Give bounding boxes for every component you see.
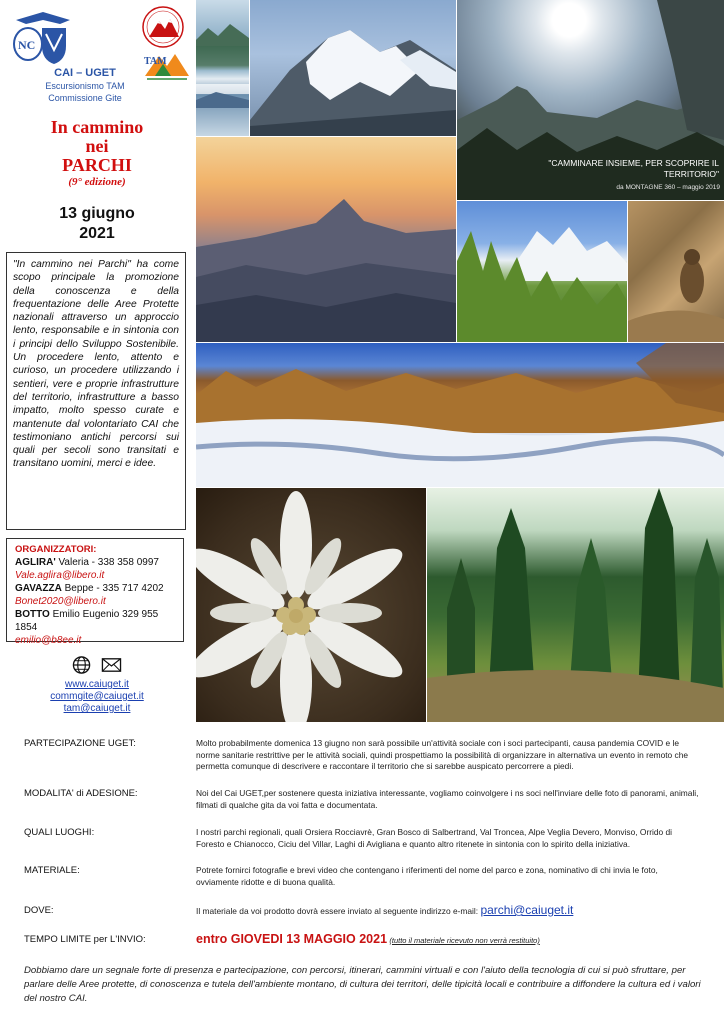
photo-snowy-larch-valley: [196, 343, 724, 487]
contact-icons: [72, 655, 122, 675]
organizer-3-details: Emilio Eugenio 329 955 1854: [15, 609, 159, 633]
larch-forest-scene: [457, 201, 627, 342]
sunset-ridges-scene: [196, 137, 456, 342]
detail-label: PARTECIPAZIONE UGET:: [24, 738, 136, 749]
title-line-2: nei: [85, 136, 109, 156]
organizer-1-surname: AGLIRA': [15, 557, 56, 568]
event-day: 13 giugno: [59, 205, 135, 222]
dove-text: Il materiale da voi prodotto dovrà essere inviato al seguente indirizzo e-mail:: [196, 906, 479, 916]
closing-statement: Dobbiamo dare un segnale forte di presenza e partecipazione, con percorsi, itinerari, cammini virtuali e con l'aiuto della tecnologia di cui si può sfruttare, per parlare delle Aree protette, di conoscenza e tutela dell'ambiente montano, di cultura dei territori, delle tipicità locali e contribuire a diffondere la cultura ed i valori del nostro CAI.: [24, 965, 701, 1004]
organizer-2-email[interactable]: Bonet2020@libero.it: [15, 596, 106, 607]
svg-text:NC: NC: [18, 38, 36, 52]
organizer-2-details: Beppe - 335 717 4202: [64, 583, 164, 594]
uget-logo: [139, 5, 187, 49]
detail-value: Molto probabilmente domenica 13 giugno non sarà possibile un'attività sociale con i soci partecipanti, causa pandemia COVID e le norme sanitarie restrittive per le attività sociali, quindi prospettiamo la possibilità di organizzare in alternativa un evento in remoto che permetta comunque di descrivere e raccontare il territorio che si sarebbe auspicato percorrere a piedi.: [196, 738, 689, 771]
submission-email-link[interactable]: parchi@caiuget.it: [480, 903, 574, 917]
detail-label: TEMPO LIMITE per L'INVIO:: [24, 934, 146, 945]
detail-label: QUALI LUOGHI:: [24, 827, 95, 838]
left-column: [0, 0, 194, 722]
photo-conifer-forest: [427, 488, 724, 722]
detail-label: DOVE:: [24, 905, 54, 916]
detail-value: I nostri parchi regionali, quali Orsiera Rocciavrè, Gran Bosco di Salbertrand, Val Troncea, Alpe Veglia Devero, Monviso, Orrido di Foresto e Chianocco, Ciciu del Villar, Laghi di Avigliana e quanto altro ritenete in sintonia con lo spirito della iniziativa.: [196, 827, 673, 849]
detail-value: Potrete fornirci fotografie e brevi video che contengano i riferimenti del nome del parco e zona, nominativo di chi invia le foto, ovviamente ridotte e di buona qualità.: [196, 865, 658, 887]
photo-marmot: [628, 201, 724, 342]
svg-text:TAM: TAM: [144, 56, 167, 67]
lake-scene: [196, 0, 249, 136]
tam-logo: [141, 50, 193, 82]
photo-snowy-peak: [250, 0, 456, 136]
deadline-note: (tutto il materiale ricevuto non verrà restituito): [389, 936, 540, 945]
detail-label: MATERIALE:: [24, 865, 80, 876]
conifer-forest-scene: [427, 488, 724, 722]
detail-value: [196, 934, 702, 947]
photo-larch-forest: [457, 201, 627, 342]
snowy-valley-scene: [196, 343, 724, 487]
org-subtitle-tam: Escursionismo TAM: [45, 81, 125, 91]
cai-logo: [8, 8, 78, 66]
org-name: CAI – UGET: [54, 67, 116, 79]
organizers-header: ORGANIZZATORI:: [15, 544, 97, 555]
detail-value: Noi del Cai UGET,per sostenere questa iniziativa interessante, vogliamo coinvolgere i ns soci nell'inviare delle foto di panorami, animali, filmati di qualche gita da voi fatta e documentata.: [196, 788, 699, 810]
contact-links: [0, 679, 194, 715]
photo-mountain-lake: [196, 0, 249, 136]
organizer-2: [15, 582, 175, 595]
event-date: [0, 204, 194, 244]
event-title: [0, 118, 194, 188]
organization-names: [30, 66, 140, 104]
deadline-text: entro GIOVEDI 13 MAGGIO 2021: [196, 932, 388, 946]
org-subtitle-gite: Commissione Gite: [48, 93, 122, 103]
marmot-scene: [628, 201, 724, 342]
organizer-2-surname: GAVAZZA: [15, 583, 62, 594]
intro-text: "In cammino nei Parchi" ha come scopo principale la promozione della conoscenza e della frequentazione delle Aree Protette nazionali attraverso un approccio lento, responsabile e in sintonia con i principi dello Sviluppo Sostenibile. Un procedere lento, attento e curioso, un procedere utilizzando i sentieri, vere e proprie infrastrutture del territorio, infrastrutture a basso impatto, molto spesso curate e mantenute dal volontariato CAI che testimoniano antichi percorsi sui quali per secoli sono transitati e transitano uomini, merci e idee.: [13, 259, 179, 470]
photo-sunset-ridges: [196, 137, 456, 342]
organizer-1-details: Valeria - 338 358 0997: [58, 557, 159, 568]
commgite-email-link[interactable]: commgite@caiuget.it: [50, 691, 144, 702]
photo-quote: "CAMMINARE INSIEME, PER SCOPRIRE IL TERRITORIO": [548, 158, 719, 179]
photo-edelweiss-carving: [196, 488, 426, 722]
envelope-icon[interactable]: [101, 655, 122, 675]
globe-icon[interactable]: [72, 655, 91, 675]
edition-label: (9° edizione): [68, 176, 126, 188]
organizer-3-email[interactable]: emilio@b8ee.it: [15, 635, 82, 646]
intro-box: [6, 252, 186, 530]
snowy-peak-scene: [250, 0, 456, 136]
detail-label: MODALITA' di ADESIONE:: [24, 788, 138, 799]
organizer-3-surname: BOTTO: [15, 609, 50, 620]
event-year: 2021: [79, 225, 115, 242]
organizer-3: [15, 608, 175, 634]
tam-email-link[interactable]: tam@caiuget.it: [63, 703, 131, 714]
organizer-1-email[interactable]: Vale.aglira@libero.it: [15, 570, 105, 581]
organizer-1: [15, 556, 175, 569]
photo-quote-source: da MONTAGNE 360 – maggio 2019: [616, 184, 720, 191]
detail-value: [196, 905, 702, 918]
website-link[interactable]: www.caiuget.it: [65, 679, 129, 690]
title-line-3: PARCHI: [62, 155, 132, 175]
organizers-box: [6, 538, 184, 646]
title-line-1: In cammino: [50, 117, 144, 137]
edelweiss-scene: [196, 488, 426, 722]
